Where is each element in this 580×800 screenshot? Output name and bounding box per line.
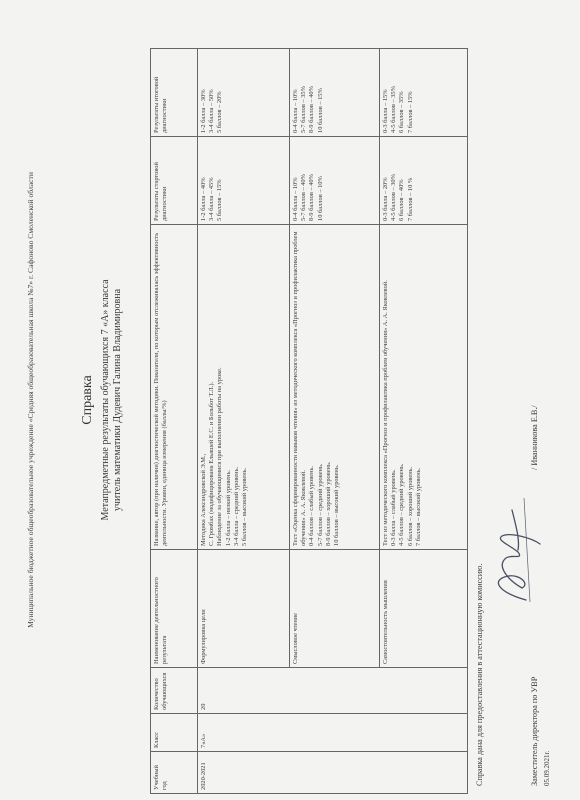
method-line: 5 баллов – высокий уровень. [241, 467, 249, 546]
cell-result: Формулировка цели [198, 550, 290, 668]
cell-start [380, 137, 468, 225]
start-line: 0-4 балла – 10% [292, 177, 299, 221]
cell-result: Самостоятельность мышления [380, 550, 468, 668]
footer-note: Справка дана для предоставления в аттестационную комиссию. [475, 563, 484, 786]
sign-date: 05.09.2021г. [543, 750, 551, 786]
method-line: Методика Александровской Э.М., [200, 453, 207, 546]
start-line: 5-7 баллов – 40% [300, 174, 308, 221]
cell-count: 20 [198, 668, 468, 714]
cell-class: 7«А» [198, 714, 468, 752]
method-line: 6 баллов – хороший уровень. [406, 466, 414, 546]
cell-final [290, 49, 380, 137]
cell-final [198, 49, 290, 137]
final-line: 8-9 баллов – 40% [308, 86, 316, 133]
method-line: 0-3 балла – слабый уровень. [390, 469, 398, 546]
method-line: Тест из методического комплекса «Прогноз и профилактика проблем обучения» А. А. Яковлевой. [382, 280, 389, 546]
subtitle-line-1: Метапредметные результаты обучающихся 7 «А» класса [100, 279, 111, 521]
start-line: 8-9 баллов – 40% [308, 174, 316, 221]
final-line: 7 баллов – 15% [406, 91, 414, 133]
final-line: 5-7 баллов – 35% [300, 86, 308, 133]
method-line: С. Громбах (модифицирована Ельяшей Е.С. и Больбот Т.Л.). [208, 381, 216, 546]
final-line: 0-4 балла – 10% [292, 89, 299, 133]
header-start: Результаты стартовой диагностики [151, 137, 198, 225]
final-line: 4-5 баллов – 35% [390, 86, 398, 133]
cell-method [198, 225, 290, 550]
header-year: Учебный год [151, 752, 198, 794]
start-line: 3-4 балла – 45% [208, 177, 216, 221]
final-line: 3-4 балла – 50% [208, 89, 216, 133]
header-class: Класс [151, 714, 198, 752]
method-line: 0-4 баллов – слабый уровень. [308, 465, 316, 546]
header-count: Количество обучающихся [151, 668, 198, 714]
method-line: 8-9 баллов – хороший уровень. [324, 461, 332, 546]
table-header-row [151, 49, 198, 794]
start-line: 1-2 балла – 40% [200, 177, 207, 221]
cell-year: 2020-2021 [198, 752, 468, 794]
header-method: Название, автор (при наличии) диагностической методики. Показатели, по которым отслеживалась эффективность деятельности. Уровни, единица измерения (баллы/%) [151, 225, 198, 550]
handwritten-signature [478, 490, 548, 610]
start-line: 7 баллов – 10 % [406, 177, 414, 221]
method-line: 1-2 балла – низкий уровень. [224, 469, 232, 546]
final-line: 6 баллов – 35% [398, 91, 406, 133]
signer-name: / Иванникова Е.В./ [530, 405, 539, 470]
start-line: 4-5 баллов – 30% [390, 174, 398, 221]
method-line: 4-5 баллов – средний уровень. [398, 463, 406, 546]
results-table [150, 48, 468, 794]
final-line: 0-3 балла – 15% [382, 89, 389, 133]
start-line: 10 баллов – 10% [316, 176, 324, 221]
method-line: Наблюдение за обучающимися при выполнении работы на уроке. [216, 367, 224, 546]
cell-result: Смысловое чтение [290, 550, 380, 668]
final-line: 5 баллов – 20% [216, 91, 224, 133]
header-final: Результаты итоговой диагностики [151, 49, 198, 137]
method-line: Тест «Оценка сформированности навыков чтения» из методического комплекса «Прогноз и профилактика проблем обучения» А. А. Яковлевой. [292, 231, 308, 546]
start-line: 6 баллов – 40% [398, 179, 406, 221]
method-line: 3-4 балла – средний уровень. [232, 466, 240, 546]
final-line: 10 баллов – 15% [316, 88, 324, 133]
start-line: 0-3 балла – 20% [382, 177, 389, 221]
method-line: 5-7 баллов – средний уровень. [316, 463, 324, 546]
start-line: 5 баллов – 15% [216, 179, 224, 221]
table-row [198, 49, 290, 794]
method-line: 7 баллов – высокий уровень. [414, 467, 422, 546]
signer-role: Заместитель директора по УВР [530, 676, 539, 786]
cell-method [380, 225, 468, 550]
final-line: 1-2 балла – 30% [200, 89, 207, 133]
header-result: Наименование деятельностного результата [151, 550, 198, 668]
method-line: 10 баллов – высокий уровень. [333, 464, 341, 546]
subtitle-line-2: учитель математики Дудевич Галина Владимировна [112, 288, 123, 512]
document-title: Справка [80, 375, 95, 425]
cell-start [290, 137, 380, 225]
institution-header: Муниципальное бюджетное общеобразовательное учреждение «Средняя общеобразовательная школа №7» г. Сафоново Смоленской области [26, 172, 35, 628]
document-subtitle [100, 0, 124, 800]
cell-final [380, 49, 468, 137]
cell-start [198, 137, 290, 225]
cell-method [290, 225, 380, 550]
